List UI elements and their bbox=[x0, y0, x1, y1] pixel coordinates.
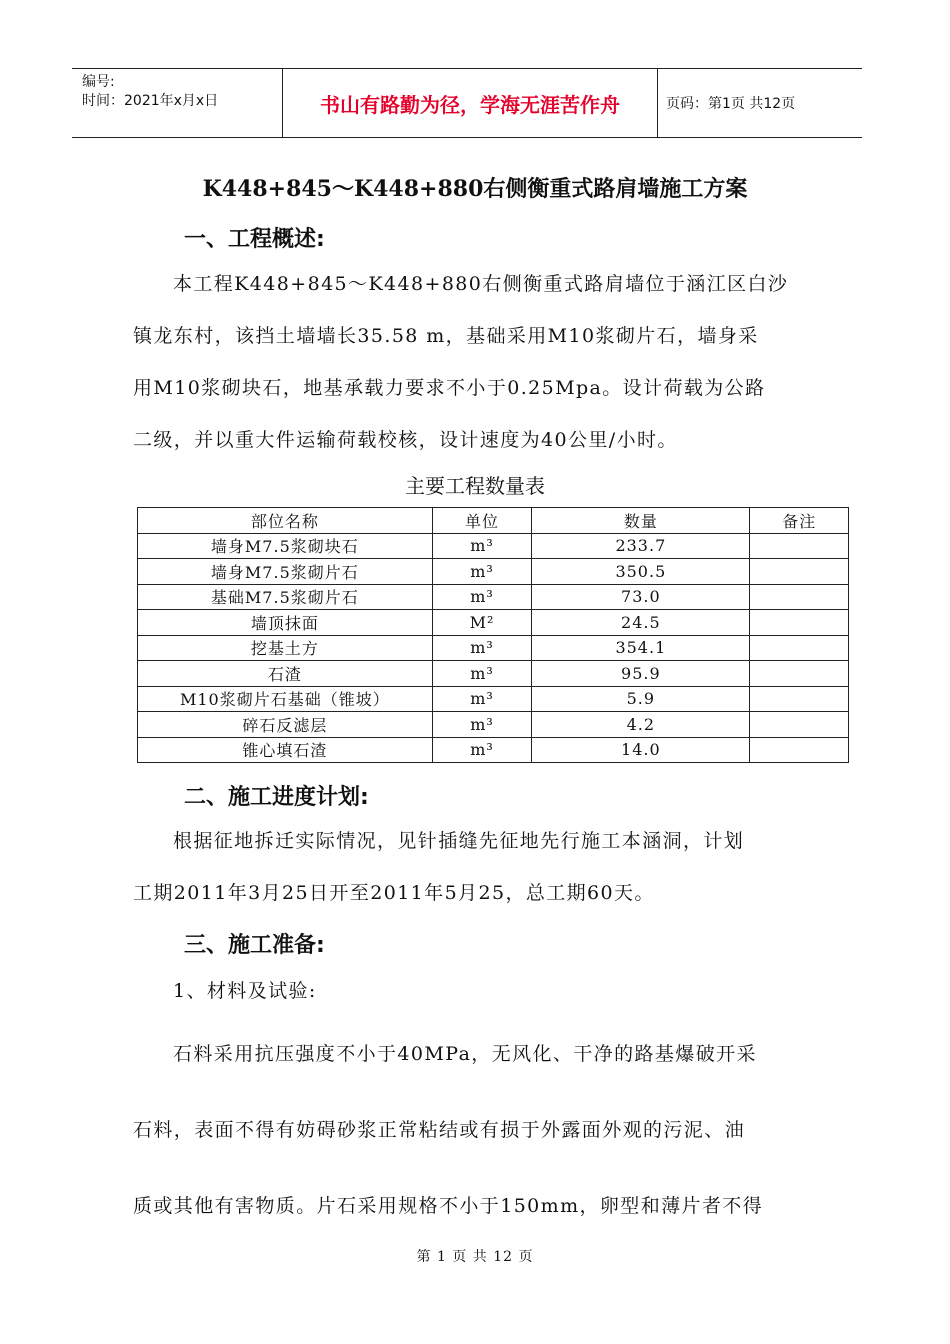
cell-unit: m³ bbox=[432, 584, 532, 610]
paragraph-line: 质或其他有害物质。片石采用规格不小于150mm，卵型和薄片者不得 bbox=[133, 1195, 764, 1217]
table-row bbox=[138, 712, 849, 738]
cell-remark bbox=[750, 737, 849, 763]
cell-unit: M² bbox=[432, 610, 532, 636]
materials-subheading: 1、材料及试验: bbox=[173, 980, 317, 1002]
paragraph-line: 石料，表面不得有妨碍砂浆正常粘结或有损于外露面外观的污泥、油 bbox=[133, 1119, 746, 1141]
cell-name: 墙身M7.5浆砌片石 bbox=[138, 559, 433, 585]
cell-unit: m³ bbox=[432, 737, 532, 763]
cell-unit: m³ bbox=[432, 712, 532, 738]
cell-name: 基础M7.5浆砌片石 bbox=[138, 584, 433, 610]
header-unit: 单位 bbox=[432, 508, 532, 534]
cell-quantity: 4.2 bbox=[532, 712, 750, 738]
cell-name: 锥心填石渣 bbox=[138, 737, 433, 763]
paragraph-line: 石料采用抗压强度不小于40MPa，无风化、干净的路基爆破开采 bbox=[173, 1043, 757, 1065]
cell-unit: m³ bbox=[432, 559, 532, 585]
cell-remark bbox=[750, 584, 849, 610]
header-part-name: 部位名称 bbox=[138, 508, 433, 534]
cell-name: 碎石反滤层 bbox=[138, 712, 433, 738]
cell-remark bbox=[750, 533, 849, 559]
cell-quantity: 24.5 bbox=[532, 610, 750, 636]
header-motto: 书山有路勤为径，学海无涯苦作舟 bbox=[283, 69, 658, 137]
schedule-paragraph bbox=[133, 815, 813, 919]
table-row bbox=[138, 584, 849, 610]
table-row bbox=[138, 559, 849, 585]
paragraph-line: 二级，并以重大件运输荷载校核，设计速度为40公里/小时。 bbox=[133, 429, 678, 451]
paragraph-line: 用M10浆砌块石，地基承载力要求不小于0.25Mpa。设计荷载为公路 bbox=[133, 377, 766, 399]
cell-quantity: 14.0 bbox=[532, 737, 750, 763]
page-header bbox=[72, 68, 862, 138]
quantity-table bbox=[137, 507, 849, 763]
header-page-label: 页码：第1页 共12页 bbox=[666, 96, 796, 112]
table-row bbox=[138, 533, 849, 559]
section-heading-preparation: 三、施工准备: bbox=[184, 933, 325, 958]
cell-remark bbox=[750, 610, 849, 636]
cell-unit: m³ bbox=[432, 635, 532, 661]
table-caption: 主要工程数量表 bbox=[405, 474, 545, 498]
cell-quantity: 5.9 bbox=[532, 686, 750, 712]
cell-name: 墙顶抹面 bbox=[138, 610, 433, 636]
number-label: 编号: bbox=[82, 74, 115, 90]
cell-name: 石渣 bbox=[138, 661, 433, 687]
table-row bbox=[138, 686, 849, 712]
cell-unit: m³ bbox=[432, 686, 532, 712]
cell-remark bbox=[750, 686, 849, 712]
cell-remark bbox=[750, 635, 849, 661]
materials-paragraph bbox=[133, 1028, 813, 1232]
cell-quantity: 354.1 bbox=[532, 635, 750, 661]
paragraph-line: 镇龙东村，该挡土墙墙长35.58 m，基础采用M10浆砌片石，墙身采 bbox=[133, 325, 759, 347]
cell-remark bbox=[750, 661, 849, 687]
table-row bbox=[138, 610, 849, 636]
cell-name: 墙身M7.5浆砌块石 bbox=[138, 533, 433, 559]
table-row bbox=[138, 737, 849, 763]
cell-quantity: 233.7 bbox=[532, 533, 750, 559]
table-header-row bbox=[138, 508, 849, 534]
cell-unit: m³ bbox=[432, 533, 532, 559]
cell-remark bbox=[750, 559, 849, 585]
cell-quantity: 95.9 bbox=[532, 661, 750, 687]
table-row bbox=[138, 661, 849, 687]
cell-quantity: 73.0 bbox=[532, 584, 750, 610]
header-quantity: 数量 bbox=[532, 508, 750, 534]
cell-remark bbox=[750, 712, 849, 738]
cell-name: M10浆砌片石基础（锥坡） bbox=[138, 686, 433, 712]
section-heading-schedule: 二、施工进度计划: bbox=[184, 785, 369, 810]
overview-paragraph bbox=[133, 258, 813, 466]
table-row bbox=[138, 635, 849, 661]
header-meta bbox=[72, 69, 283, 137]
materials-subheading-wrap bbox=[133, 965, 813, 1017]
document-title: K448+845～K448+880右侧衡重式路肩墙施工方案 bbox=[202, 176, 748, 202]
header-remark: 备注 bbox=[750, 508, 849, 534]
cell-quantity: 350.5 bbox=[532, 559, 750, 585]
cell-unit: m³ bbox=[432, 661, 532, 687]
section-heading-overview: 一、工程概述: bbox=[184, 227, 325, 252]
paragraph-line: 工期2011年3月25日开至2011年5月25，总工期60天。 bbox=[133, 882, 655, 904]
page-footer: 第 1 页 共 12 页 bbox=[416, 1249, 534, 1265]
cell-name: 挖基土方 bbox=[138, 635, 433, 661]
paragraph-line: 根据征地拆迁实际情况，见针插缝先征地先行施工本涵洞，计划 bbox=[173, 830, 745, 852]
time-label: 时间：2021年x月x日 bbox=[82, 93, 219, 109]
paragraph-line: 本工程K448+845～K448+880右侧衡重式路肩墙位于涵江区白沙 bbox=[173, 273, 789, 295]
